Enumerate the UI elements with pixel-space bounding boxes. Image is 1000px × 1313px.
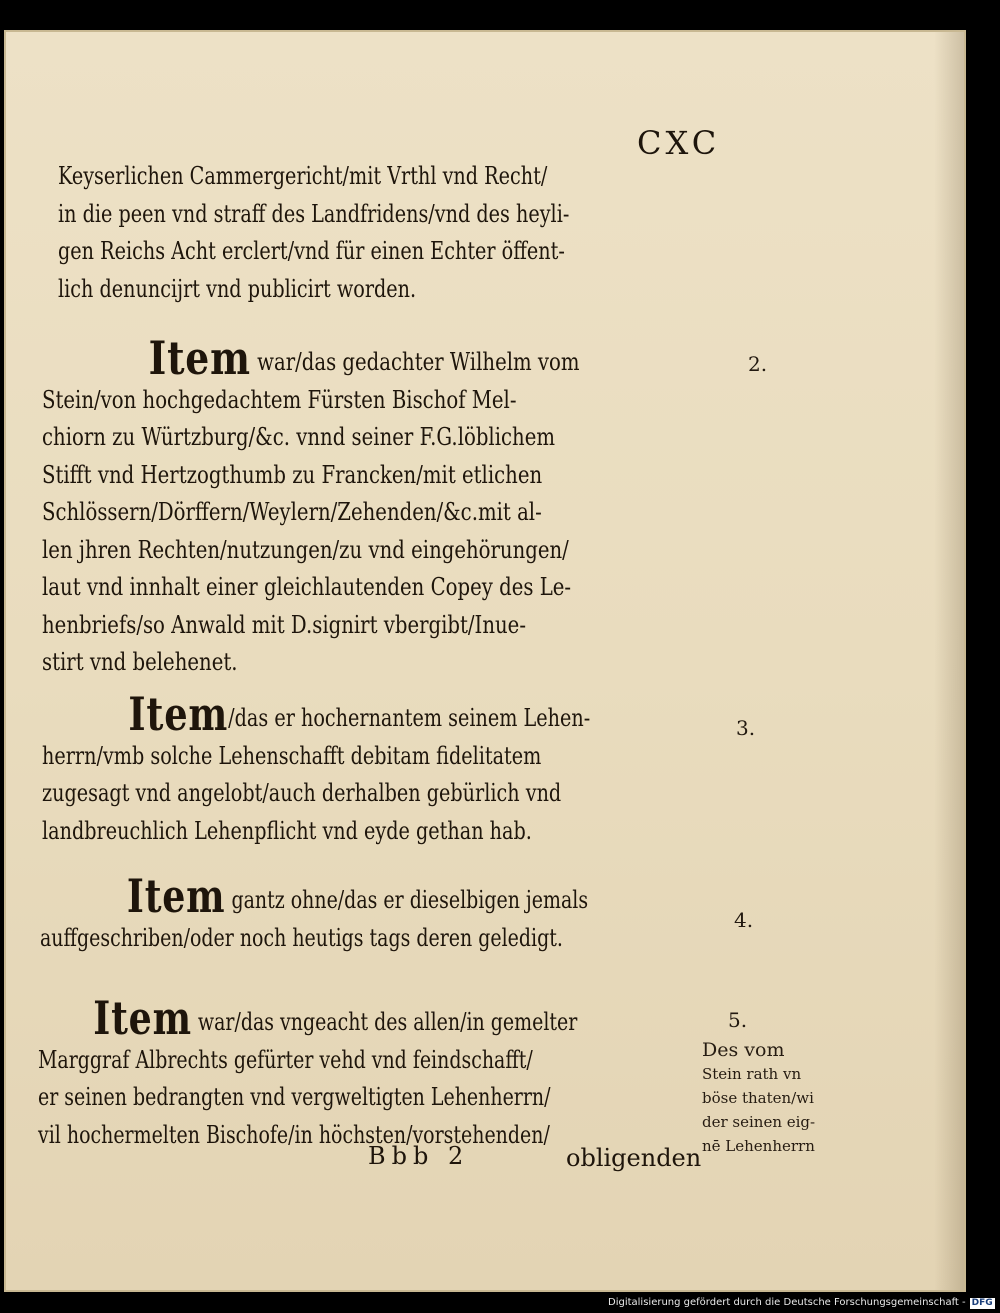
margin-number: 2. (748, 352, 768, 376)
initial-word: Item (148, 331, 251, 385)
paragraph-5 (38, 991, 591, 1154)
text-line: Stifft vnd Hertzogthumb zu Francken/mit etlichen (42, 460, 543, 489)
text-line: war/das gedachter Wilhelm vom (250, 348, 580, 376)
text-line: herrn/vmb solche Lehenschafft debitam fidelitatem (42, 741, 542, 770)
margin-number: 5. (728, 1008, 748, 1032)
note-line: nē Lehenherrn (702, 1137, 815, 1155)
dfg-logo-icon: DFG (971, 1298, 993, 1308)
text-line: gantz ohne/das er dieselbigen jemals (225, 886, 589, 914)
note-line: Stein rath vn (702, 1065, 802, 1083)
paragraph-1 (58, 158, 602, 308)
text-line: vil hochermelten Bischofe/in höchsten/vorstehenden/ (38, 1120, 550, 1149)
footer-credit (608, 1297, 995, 1309)
text-line: landbreuchlich Lehenpflicht vnd eyde gethan hab. (42, 816, 532, 845)
note-line: Des vom (702, 1039, 785, 1061)
text-line: gen Reichs Acht erclert/vnd für einen Echter öffent- (58, 237, 565, 265)
text-line: in die peen vnd straff des Landfridens/vnd des heyli- (58, 199, 570, 228)
folio-number: CXC (637, 124, 721, 162)
margin-number: 3. (736, 716, 756, 740)
catchword: obligenden (566, 1144, 702, 1172)
text-line: war/das vngeacht des allen/in gemelter (191, 1008, 578, 1036)
text-line: len jhren Rechten/nutzungen/zu vnd eingehörungen/ (42, 535, 569, 564)
text-line: lich denuncijrt vnd publicirt worden. (58, 274, 417, 303)
text-line: /das er hochernantem seinem Lehen- (228, 704, 591, 732)
text-line: laut vnd innhalt einer gleichlautenden Copey des Le- (42, 573, 572, 601)
note-line: der seinen eig- (702, 1113, 816, 1131)
text-line: Schlössern/Dörffern/Weylern/Zehenden/&c.mit al- (42, 498, 542, 526)
initial-word: Item (128, 687, 229, 741)
text-line: stirt vnd belehenet. (42, 648, 238, 676)
text-line: Keyserlichen Cammergericht/mit Vrthl vnd Recht/ (58, 162, 548, 190)
text-line: chiorn zu Würtzburg/&c. vnnd seiner F.G.löblichem (42, 423, 556, 451)
footer-text: Digitalisierung gefördert durch die Deutsche Forschungsgemeinschaft - (608, 1297, 966, 1308)
text-line: Marggraf Albrechts gefürter vehd vnd feindschafft/ (38, 1045, 533, 1074)
note-line: böse thaten/wi (702, 1089, 814, 1107)
text-line: Stein/von hochgedachtem Fürsten Bischof Mel- (42, 385, 517, 414)
text-line: auffgeschriben/oder noch heutigs tags deren geledigt. (40, 923, 563, 952)
paragraph-4 (40, 869, 593, 957)
initial-word: Item (126, 869, 226, 923)
margin-number: 4. (734, 908, 754, 932)
paragraph-3 (42, 687, 602, 850)
signature-mark: Bbb 2 (368, 1142, 470, 1170)
initial-word: Item (93, 991, 192, 1045)
text-line: er seinen bedrangten vnd vergweltigten Lehenherrn/ (38, 1083, 551, 1111)
text-line: henbriefs/so Anwald mit D.signirt vbergibt/Inue- (42, 610, 526, 639)
paragraph-2 (42, 331, 616, 682)
text-line: zugesagt vnd angelobt/auch derhalben gebürlich vnd (42, 779, 562, 807)
marginal-note (702, 1038, 815, 1158)
